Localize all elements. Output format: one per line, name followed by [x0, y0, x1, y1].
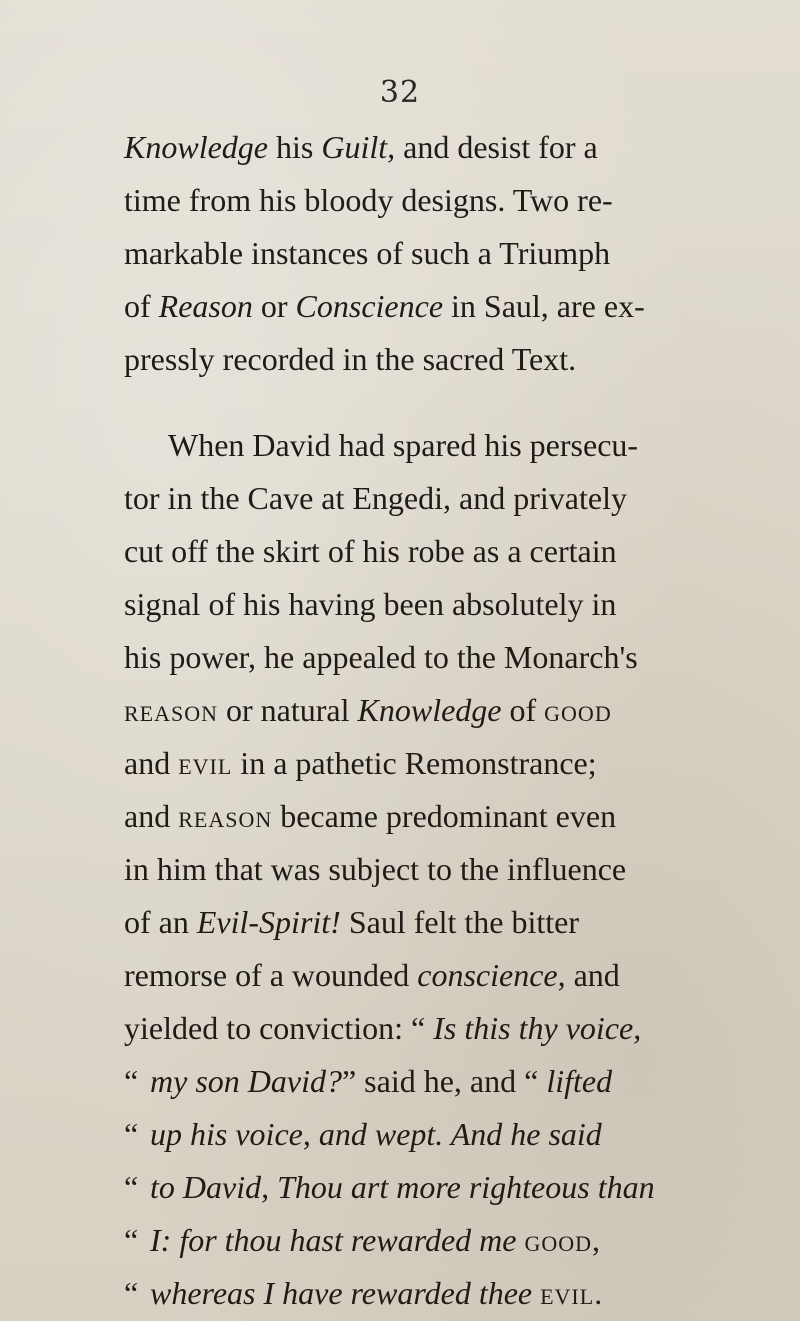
text-line: pressly recorded in the sacred Text.: [124, 341, 577, 377]
text-line: of Reason or Conscience in Saul, are ex-: [124, 288, 645, 324]
text-line: Knowledge his Guilt, and desist for a: [124, 129, 598, 165]
text-line: “ to David, Thou art more righteous than: [124, 1169, 655, 1205]
text-line: and evil in a pathetic Remonstrance;: [124, 745, 597, 781]
text-line: in him that was subject to the influence: [124, 851, 627, 887]
text-line: his power, he appealed to the Monarch's: [124, 639, 638, 675]
text-line: cut off the skirt of his robe as a certain: [124, 533, 617, 569]
text-line: of an Evil-Spirit! Saul felt the bitter: [124, 904, 579, 940]
text-line: “ my son David?” said he, and “ lifted: [124, 1063, 613, 1099]
text-line: When David had spared his persecu-: [168, 427, 639, 463]
text-line: remorse of a wounded conscience, and: [124, 957, 620, 993]
text-line: time from his bloody designs. Two re-: [124, 182, 613, 218]
text-line: “ whereas I have rewarded thee evil.: [124, 1275, 604, 1311]
text-line: reason or natural Knowledge of good: [124, 692, 612, 728]
text-line: “ I: for thou hast rewarded me good,: [124, 1222, 602, 1258]
text-line: yielded to conviction: “ Is this thy voice,: [124, 1010, 642, 1046]
text-line: tor in the Cave at Engedi, and privately: [124, 480, 627, 516]
text-line: signal of his having been absolutely in: [124, 586, 617, 622]
text-line: and reason became predominant even: [124, 798, 617, 834]
text-line: “ up his voice, and wept. And he said: [124, 1116, 602, 1152]
text-line: markable instances of such a Triumph: [124, 235, 611, 271]
page-number: 32: [379, 75, 421, 110]
